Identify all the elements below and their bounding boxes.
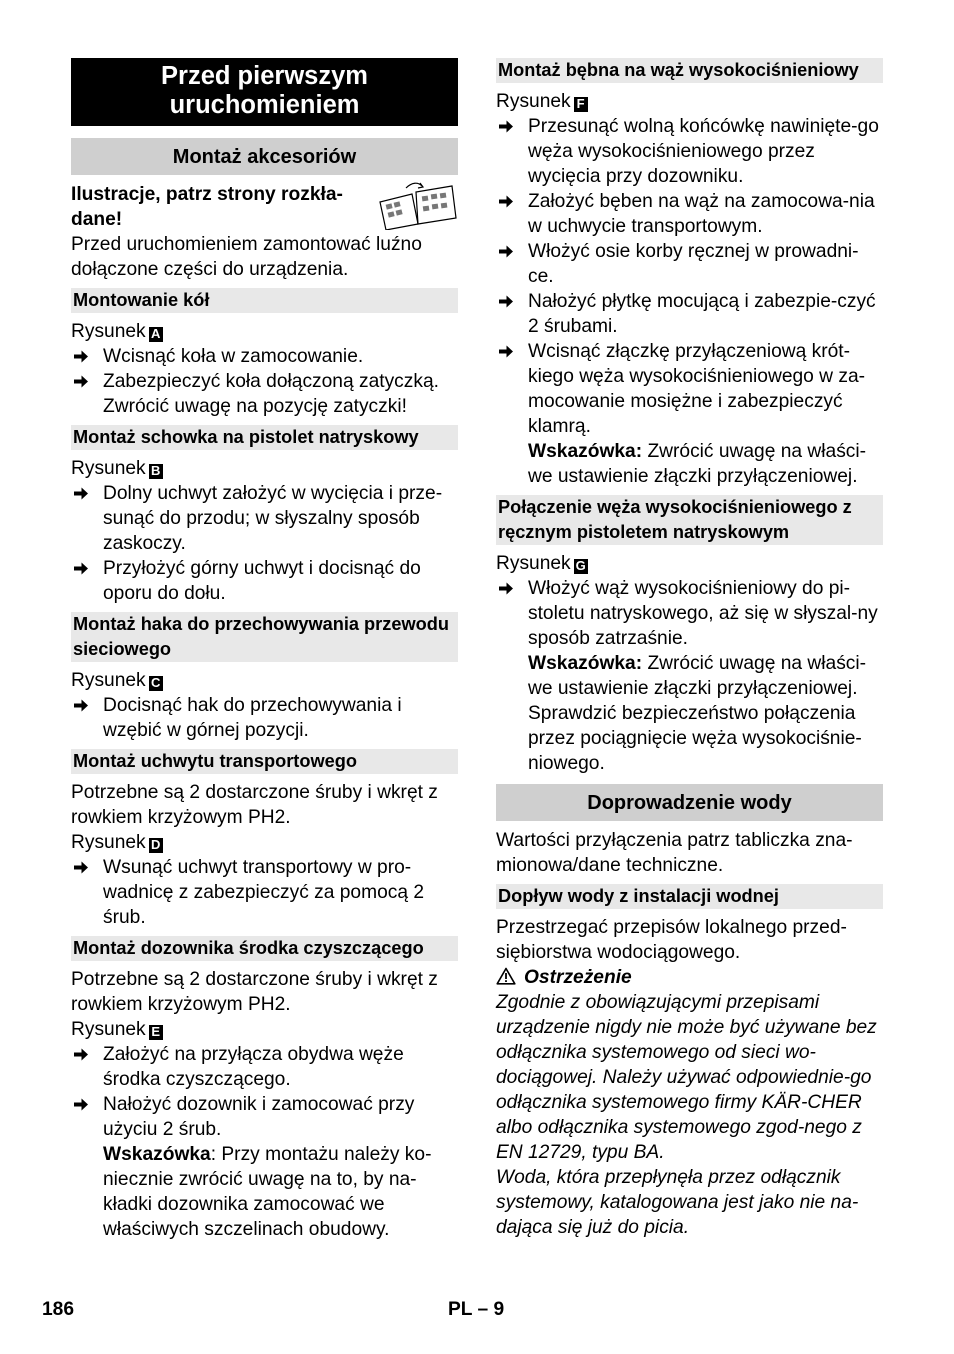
section-heading-montaz-akcesoriow: Montaż akcesoriów <box>71 138 458 175</box>
figure-letter-b: B <box>149 464 163 479</box>
figure-letter-e: E <box>149 1025 163 1040</box>
figure-ref-d: Rysunek D <box>71 830 458 855</box>
list-item: Nałożyć dozownik i zamocować przy użyciu 2 śrub. <box>71 1092 458 1142</box>
list-item: Wcisnąć złączkę przyłączeniową krót-kiego węża wysokociśnieniowego w za-mocowanie mosiężne i zabezpieczyć klamrą. <box>496 339 883 439</box>
list-item: Zabezpieczyć koła dołączoną zatyczką. Zwrócić uwagę na pozycję zatyczki! <box>71 369 458 419</box>
arrow-right-icon <box>498 581 514 596</box>
heading-montaz-bebna: Montaż bębna na wąż wysokociśnieniowy <box>496 58 883 83</box>
arrow-right-icon <box>73 349 89 364</box>
arrow-right-icon <box>73 860 89 875</box>
polaczenie-note: Wskazówka: Zwrócić uwagę na właści-we ustawienie złączki przyłączeniowej. <box>528 653 867 699</box>
figure-letter-d: D <box>149 838 163 853</box>
list-item: Przesunąć wolną końcówkę nawinięte-go węża wysokociśnieniowego przez wycięcia przy dozowniku. <box>496 114 883 189</box>
figure-ref-b: Rysunek B <box>71 456 458 481</box>
arrow-right-icon <box>73 1047 89 1062</box>
dozownik-note: Wskazówka: Przy montażu należy ko-niecznie zwrócić uwagę na to, by na-kładki dozownika zamocować we właściwych szczelinach obudowy. <box>103 1144 432 1240</box>
heading-montaz-dozownika: Montaż dozownika środka czyszczącego <box>71 936 458 961</box>
page-title: Przed pierwszym uruchomieniem <box>71 58 458 126</box>
list-item: Docisnąć hak do przechowywania i wzębić w górnej pozycji. <box>71 693 458 743</box>
doplyw-intro: Przestrzegać przepisów lokalnego przed-siębiorstwa wodociągowego. <box>496 917 847 963</box>
left-column <box>71 58 458 1242</box>
arrow-right-icon <box>73 486 89 501</box>
list-item: Włożyć osie korby ręcznej w prowadni-ce. <box>496 239 883 289</box>
arrow-right-icon <box>498 194 514 209</box>
heading-montaz-uchwytu: Montaż uchwytu transportowego <box>71 749 458 774</box>
arrow-right-icon <box>73 1097 89 1112</box>
list-item: Wsunąć uchwyt transportowy w pro-wadnicę z zabezpieczyć za pomocą 2 śrub. <box>71 855 458 930</box>
figure-ref-c: Rysunek C <box>71 668 458 693</box>
warning-title: Ostrzeżenie <box>524 967 632 988</box>
list-item: Założyć bęben na wąż na zamocowa-nia w uchwycie transportowym. <box>496 189 883 239</box>
section-heading-doprowadzenie-wody: Doprowadzenie wody <box>496 784 883 821</box>
list-item: Założyć na przyłącza obydwa węże środka czyszczącego. <box>71 1042 458 1092</box>
beben-note: Wskazówka: Zwrócić uwagę na właści-we ustawienie złączki przyłączeniowej. <box>528 441 867 487</box>
page-number: 186 <box>42 1299 75 1320</box>
figure-letter-c: C <box>149 676 163 691</box>
figure-letter-a: A <box>149 327 163 342</box>
heading-montowanie-kol: Montowanie kół <box>71 288 458 313</box>
heading-montaz-schowka: Montaż schowka na pistolet natryskowy <box>71 425 458 450</box>
arrow-right-icon <box>73 698 89 713</box>
heading-montaz-haka: Montaż haka do przechowywania przewodu sieciowego <box>71 612 458 662</box>
list-item: Nałożyć płytkę mocującą i zabezpie-czyć 2 śrubami. <box>496 289 883 339</box>
arrow-right-icon <box>498 244 514 259</box>
list-item: Włożyć wąż wysokociśnieniowy do pi-stoletu natryskowego, aż się w słyszal-ny sposób zatrzaśnie. <box>496 576 883 651</box>
heading-doplyw-wody: Dopływ wody z instalacji wodnej <box>496 884 883 909</box>
illustrations-note <box>71 182 458 282</box>
woda-intro: Wartości przyłączenia patrz tabliczka zna-mionowa/dane techniczne. <box>496 830 853 876</box>
dozownik-intro: Potrzebne są 2 dostarczone śruby i wkręt z rowkiem krzyżowym PH2. <box>71 969 438 1015</box>
warning-paragraph-2: Woda, która przepłynęła przez odłącznik systemowy, katalogowana jest jako nie na-dająca się już do picia. <box>496 1167 859 1238</box>
polaczenie-extra: Sprawdzić bezpieczeństwo połączenia przez pociągnięcie węża wysokociśnie-niowego. <box>528 703 862 774</box>
figure-letter-g: G <box>575 558 586 573</box>
arrow-right-icon <box>73 374 89 389</box>
list-item: Przyłożyć górny uchwyt i docisnąć do oporu do dołu. <box>71 556 458 606</box>
figure-ref-f: Rysunek F <box>496 89 883 114</box>
arrow-right-icon <box>498 294 514 309</box>
right-column <box>496 58 883 1240</box>
arrow-right-icon <box>73 561 89 576</box>
language-page-indicator: PL – 9 <box>448 1299 505 1320</box>
list-item: Wcisnąć koła w zamocowanie. <box>71 344 458 369</box>
uchwyt-intro: Potrzebne są 2 dostarczone śruby i wkręt z rowkiem krzyżowym PH2. <box>71 782 438 828</box>
warning-paragraph-1: Zgodnie z obowiązującymi przepisami urządzenie nigdy nie może być używane bez odłącznika systemowego od sieci wo-dociągowej. Należy używać odpowiednie-go odłącznika systemowego firmy KÄR-CHER albo odłącznika systemowego zgod-nego z EN 12729, typu BA. <box>496 992 877 1163</box>
illustrations-text: Przed uruchomieniem zamontować luźno dołączone części do urządzenia. <box>71 234 422 280</box>
figure-letter-f: F <box>574 97 588 112</box>
warning-heading <box>496 965 883 990</box>
figure-ref-e: Rysunek E <box>71 1017 458 1042</box>
arrow-right-icon <box>498 344 514 359</box>
open-book-icon <box>376 182 458 230</box>
figure-ref-g: Rysunek G <box>496 553 586 574</box>
illustrations-bold-text: Ilustracje, patrz strony rozkła-dane! <box>71 184 343 230</box>
arrow-right-icon <box>498 119 514 134</box>
warning-triangle-icon <box>496 967 516 985</box>
figure-ref-a: Rysunek A <box>71 319 458 344</box>
list-item: Dolny uchwyt założyć w wycięcia i prze-sunąć do przodu; w słyszalny sposób zaskoczy. <box>71 481 458 556</box>
heading-polaczenie-weza: Połączenie węża wysokociśnieniowego z ręcznym pistoletem natryskowym <box>496 495 883 545</box>
